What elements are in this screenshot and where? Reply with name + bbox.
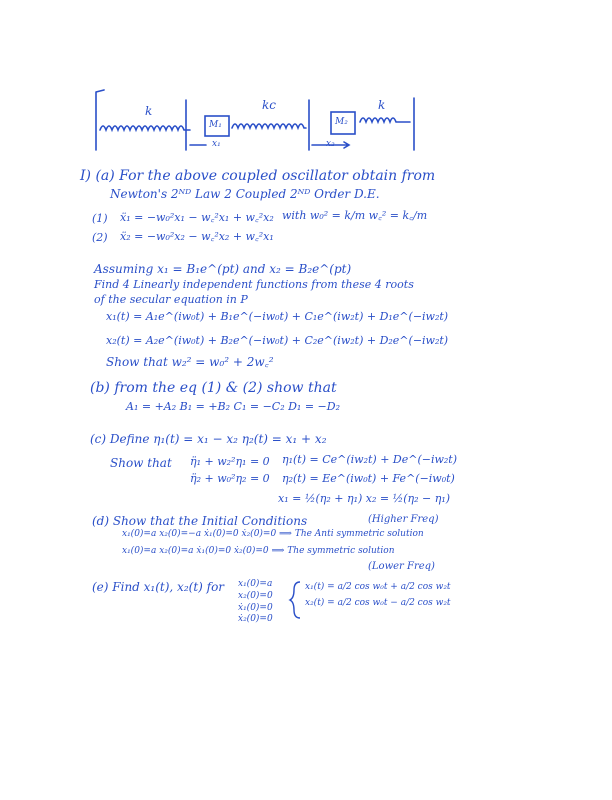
x2t: x₂(t) = A₂e^(iw₀t) + B₂e^(−iw₀t) + C₂e^(iw₂t) + D₂e^(−iw₂t) — [106, 334, 449, 347]
lower-freq: (Lower Freq) — [368, 561, 435, 572]
with-label: with w₀² = k/m w꜀² = k꜀/m — [282, 209, 428, 222]
spring-middle-label: kc — [262, 98, 276, 112]
eq1: ẍ₁ = −w₀²x₁ − w꜀²x₁ + w꜀²x₂ — [120, 211, 274, 224]
higher-freq: (Higher Freq) — [368, 514, 439, 525]
find-line1: Find 4 Linearly independent functions from these 4 roots — [94, 278, 414, 291]
eta1-sol: η₁(t) = Ce^(iw₂t) + De^(−iw₂t) — [282, 453, 458, 466]
e-ic1: x₁(0)=a — [238, 579, 273, 589]
x2-label: x₂ — [326, 139, 335, 149]
middle-spring — [232, 124, 306, 128]
e-ic2: x₂(0)=0 — [238, 591, 273, 601]
mass1-label: M₁ — [209, 120, 222, 130]
x-from-eta: x₁ = ½(η₂ + η₁) x₂ = ½(η₂ − η₁) — [278, 492, 451, 505]
left-wall — [96, 90, 104, 150]
eq2-number: (2) — [92, 231, 108, 244]
part-d: (d) Show that the Initial Conditions — [92, 514, 308, 528]
find-line2: of the secular equation in P — [94, 293, 248, 306]
x1-label: x₁ — [212, 139, 221, 149]
eq1-number: (1) — [92, 212, 108, 225]
show-that: Show that — [110, 456, 172, 470]
part-e: (e) Find x₁(t), x₂(t) for — [92, 580, 225, 594]
part-b: (b) from the eq (1) & (2) show that — [90, 380, 337, 396]
part-a-title2: Newton's 2ᴺᴰ Law 2 Coupled 2ᴺᴰ Order D.E. — [110, 187, 380, 201]
spring-right-label: k — [378, 98, 386, 112]
ic-antisymmetric: x₁(0)=a x₂(0)=−a ẋ₁(0)=0 ẋ₂(0)=0 ⟹ The Anti symmetric solution — [122, 529, 424, 539]
right-spring — [360, 118, 410, 122]
show-w2: Show that w₂² = w₀² + 2w꜀² — [106, 355, 274, 369]
part-a-title: I) (a) For the above coupled oscillator obtain from — [80, 168, 436, 184]
e-sol1: x₁(t) = a/2 cos w₀t + a/2 cos w₂t — [305, 582, 451, 592]
spring-left-label: k — [145, 104, 153, 118]
part-c: (c) Define η₁(t) = x₁ − x₂ η₂(t) = x₁ + x₂ — [90, 432, 327, 446]
ic-symmetric: x₁(0)=a x₂(0)=a ẋ₁(0)=0 ẋ₂(0)=0 ⟹ The symmetric solution — [122, 546, 395, 556]
eta1-eq: η̈₁ + w₂²η₁ = 0 — [190, 455, 270, 468]
e-ic3: ẋ₁(0)=0 — [238, 603, 273, 613]
left-spring — [100, 126, 190, 130]
assuming: Assuming x₁ = B₁e^(pt) and x₂ = B₂e^(pt) — [94, 262, 352, 276]
e-ic4: ẋ₂(0)=0 — [238, 614, 273, 624]
eta2-sol: η₂(t) = Ee^(iw₀t) + Fe^(−iw₀t) — [282, 472, 455, 485]
mass2-label: M₂ — [335, 117, 348, 127]
eta2-eq: η̈₂ + w₀²η₂ = 0 — [190, 472, 270, 485]
e-sol2: x₂(t) = a/2 cos w₀t − a/2 cos w₂t — [305, 598, 451, 608]
x1t: x₁(t) = A₁e^(iw₀t) + B₁e^(−iw₀t) + C₁e^(iw₂t) + D₁e^(−iw₂t) — [106, 310, 449, 323]
eq2: ẍ₂ = −w₀²x₂ − w꜀²x₂ + w꜀²x₁ — [120, 230, 274, 243]
part-b-relations: A₁ = +A₂ B₁ = +B₂ C₁ = −C₂ D₁ = −D₂ — [126, 400, 341, 413]
